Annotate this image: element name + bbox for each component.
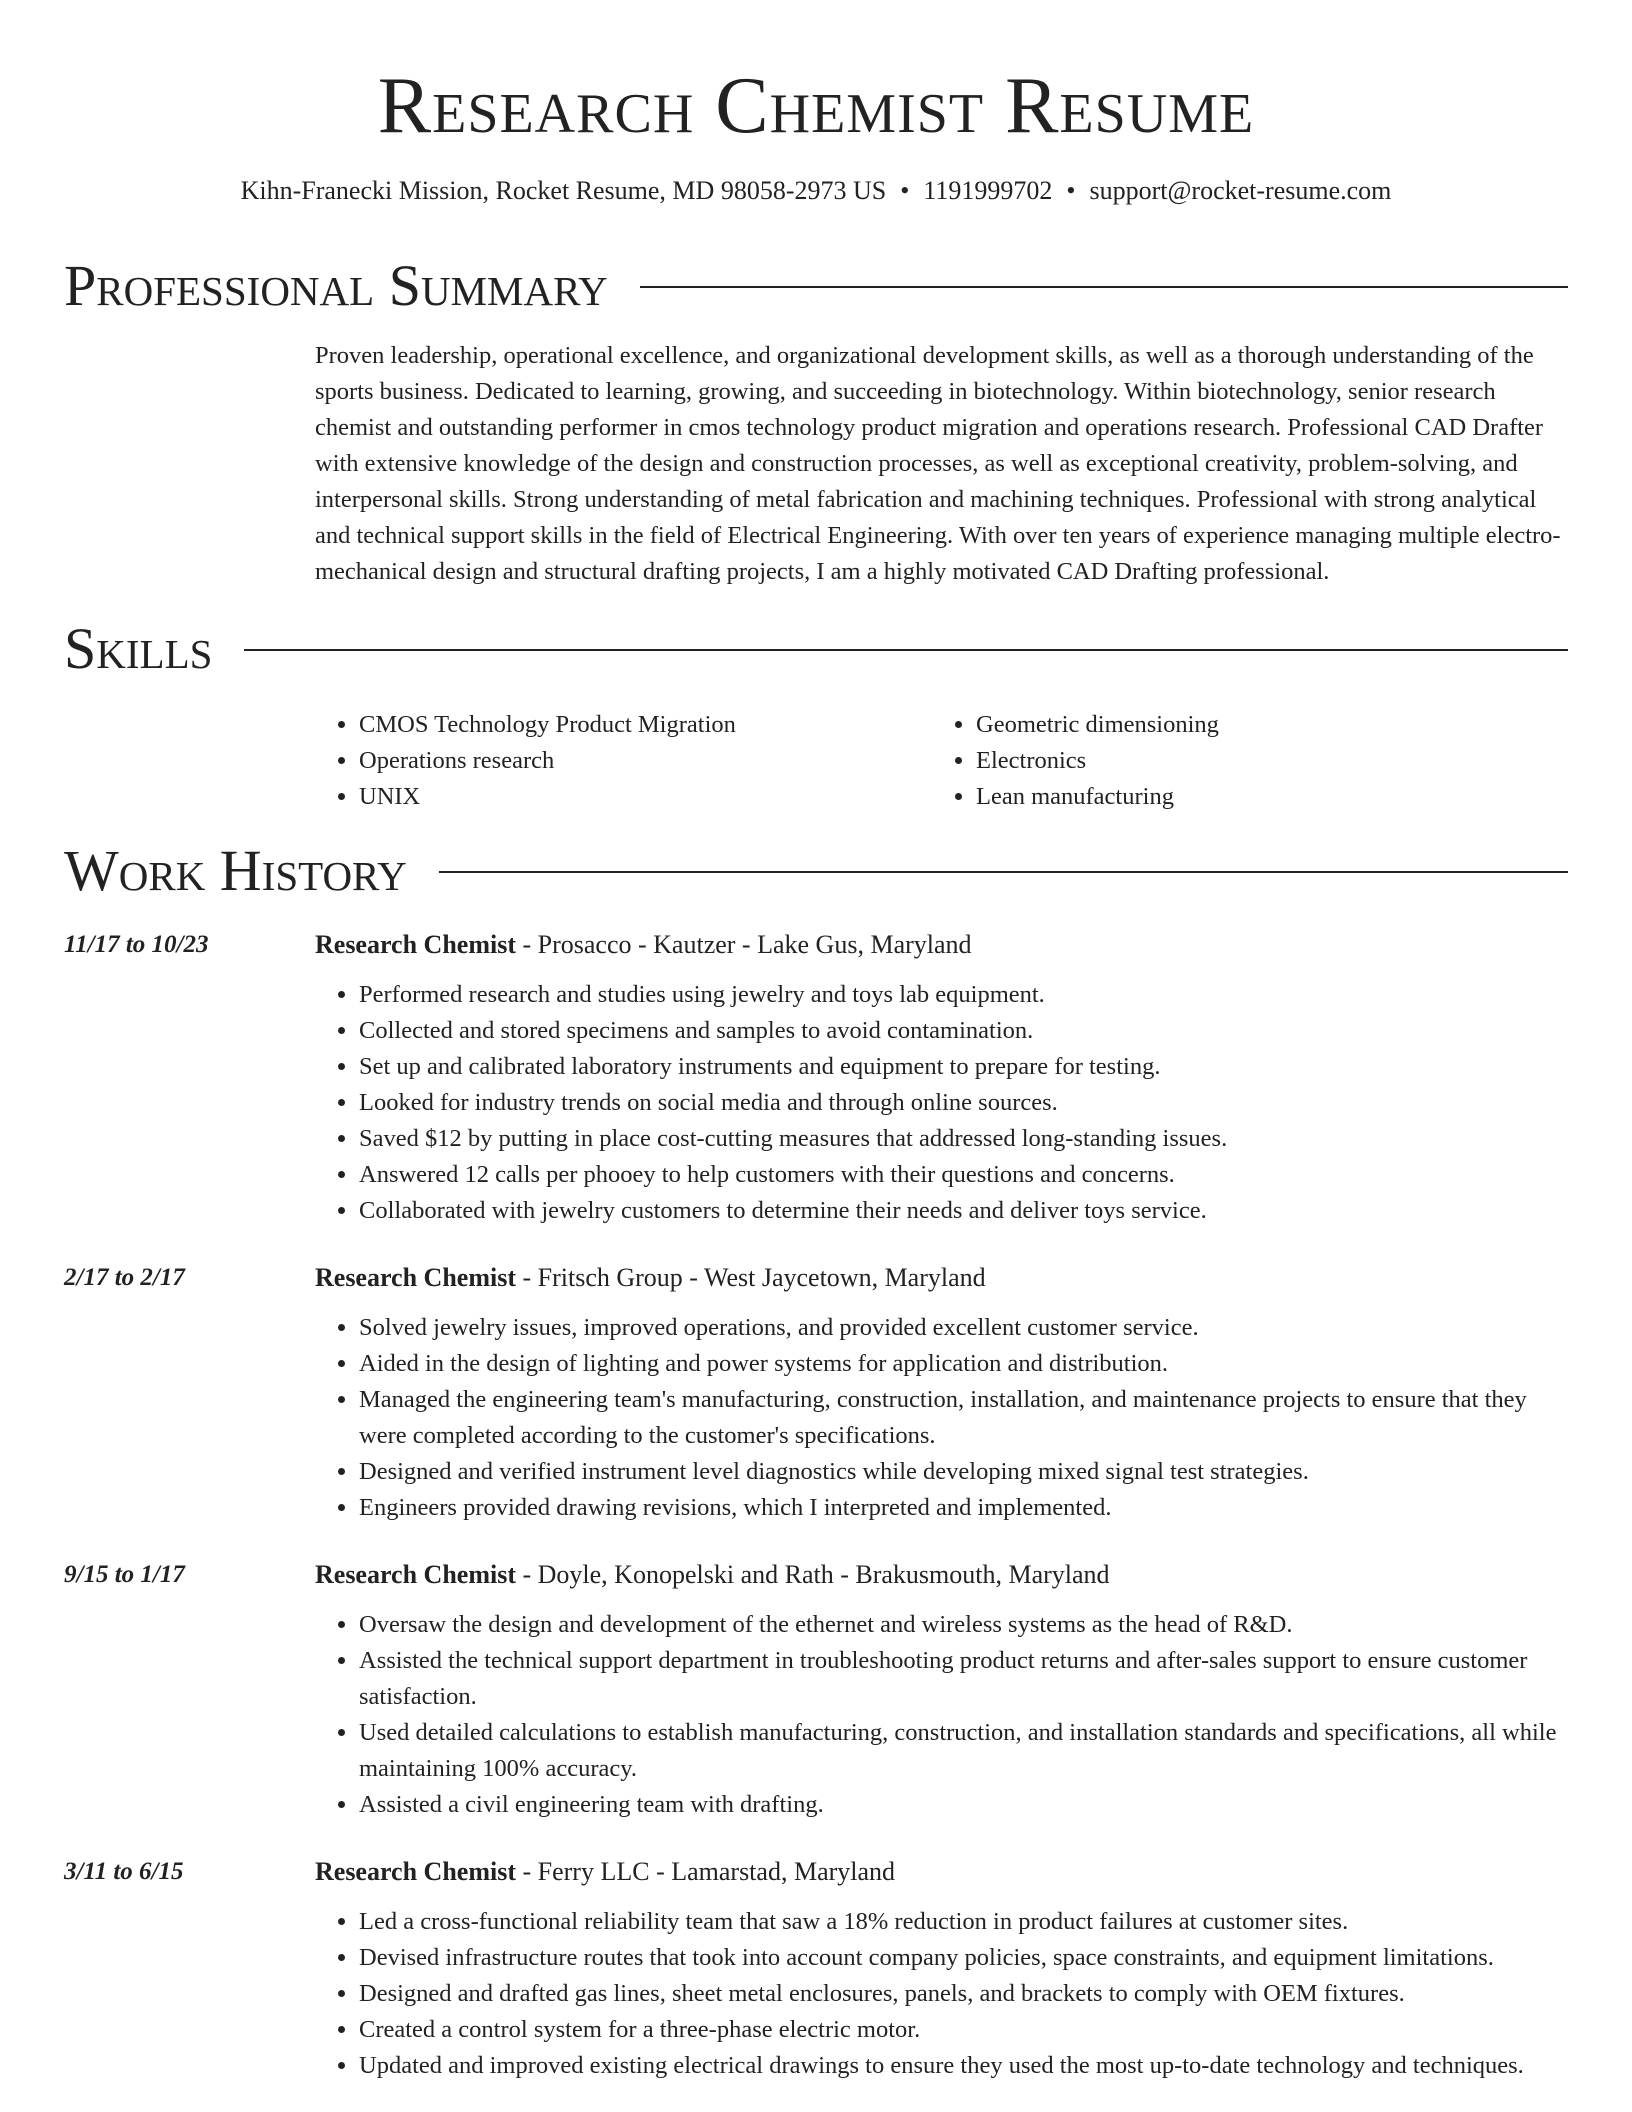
skill-item: • Geometric dimensioning [976,707,1219,743]
job-dates: 9/15 to 1/17 [64,1561,185,1588]
job-bullets [315,1904,1568,2084]
job-bullet: • Looked for industry trends on social media and through online sources. [359,1085,1568,1121]
job-title-line [315,1557,1568,1593]
skills-header [64,617,1568,681]
job-company: - Prosacco - Kautzer - Lake Gus, Maryland [515,930,972,959]
summary-section [64,254,1568,590]
job-title-line [315,1854,1568,1890]
job-body [315,1854,1568,2084]
section-divider [640,286,1568,288]
job-entry [64,1557,1568,1823]
resume-page [64,0,1568,2084]
job-bullet: • Updated and improved existing electrical drawings to ensure they used the most up-to-date technology and techniques. [359,2048,1568,2084]
job-body [315,1260,1568,1526]
job-bullet: • Designed and drafted gas lines, sheet metal enclosures, panels, and brackets to comply with OEM fixtures. [359,1976,1568,2012]
skills-heading: Skills [64,616,213,681]
skill-item: • CMOS Technology Product Migration [359,707,932,743]
contact-separator: • [1066,176,1076,205]
section-divider [439,871,1568,873]
job-entry [64,1854,1568,2084]
skill-item: • Operations research [359,743,932,779]
summary-header [64,254,1568,318]
job-bullet: • Assisted the technical support department in troubleshooting product returns and after-sales support to ensure customer satisfaction. [359,1643,1568,1715]
contact-line [64,176,1568,206]
job-company: - Fritsch Group - West Jaycetown, Maryland [515,1263,986,1292]
job-dates: 3/11 to 6/15 [64,1858,184,1885]
summary-heading: Professional Summary [64,253,608,318]
contact-email[interactable]: support@rocket-resume.com [1089,176,1392,205]
summary-text: Proven leadership, operational excellence, and organizational development skills, as well as a thorough understanding of the sports business. Dedicated to learning, growing, and succeeding in biotechnology. Within biotechnology, senior research chemist and outstanding performer in cmos technology product migration and operations research. Professional CAD Drafter with extensive knowledge of the design and construction processes, as well as exceptional creativity, problem-solving, and interpersonal skills. Strong understanding of metal fabrication and machining techniques. Professional with strong analytical and technical support skills in the field of Electrical Engineering. With over ten years of experience managing multiple electro-mechanical design and structural drafting projects, I am a highly motivated CAD Drafting professional. [315,342,1561,585]
job-bullet: • Oversaw the design and development of the ethernet and wireless systems as the head of R&D. [359,1607,1568,1643]
work-history-section [64,839,1568,2084]
job-bullet: • Devised infrastructure routes that took into account company policies, space constraints, and equipment limitations. [359,1940,1568,1976]
job-bullet: • Aided in the design of lighting and power systems for application and distribution. [359,1346,1568,1382]
contact-phone: 1191999702 [923,176,1053,205]
job-body [315,927,1568,1229]
contact-separator: • [900,176,910,205]
work-history-header [64,839,1568,903]
job-bullet: • Solved jewelry issues, improved operations, and provided excellent customer service. [359,1310,1568,1346]
job-bullet: • Collaborated with jewelry customers to determine their needs and deliver toys service. [359,1193,1568,1229]
job-title-line [315,927,1568,963]
skills-column-left [315,707,932,815]
job-bullet: • Engineers provided drawing revisions, which I interpreted and implemented. [359,1490,1568,1526]
contact-address: Kihn-Franecki Mission, Rocket Resume, MD 98058-2973 US [240,176,887,205]
job-role: Research Chemist [315,1560,516,1589]
job-role: Research Chemist [315,930,516,959]
skills-grid [315,707,1568,815]
skills-column-right [932,707,1219,815]
section-divider [244,649,1568,651]
job-bullet: • Designed and verified instrument level diagnostics while developing mixed signal test strategies. [359,1454,1568,1490]
work-history-heading: Work History [64,838,407,903]
job-bullet: • Assisted a civil engineering team with drafting. [359,1787,1568,1823]
job-bullet: • Set up and calibrated laboratory instruments and equipment to prepare for testing. [359,1049,1568,1085]
job-body [315,1557,1568,1823]
job-dates: 11/17 to 10/23 [64,931,209,958]
job-entry [64,1260,1568,1526]
job-entry [64,927,1568,1229]
job-dates: 2/17 to 2/17 [64,1264,185,1291]
skill-item: • Electronics [976,743,1219,779]
job-bullets [315,1310,1568,1526]
job-title-line [315,1260,1568,1296]
job-company: - Ferry LLC - Lamarstad, Maryland [515,1857,896,1886]
job-bullet: • Created a control system for a three-phase electric motor. [359,2012,1568,2048]
job-bullet: • Managed the engineering team's manufacturing, construction, installation, and maintenance projects to ensure that they were completed according to the customer's specifications. [359,1382,1568,1454]
job-bullet: • Saved $12 by putting in place cost-cutting measures that addressed long-standing issues. [359,1121,1568,1157]
skill-item: • UNIX [359,779,932,815]
job-bullet: • Used detailed calculations to establish manufacturing, construction, and installation standards and specifications, all while maintaining 100% accuracy. [359,1715,1568,1787]
job-bullets [315,977,1568,1229]
job-bullet: • Collected and stored specimens and samples to avoid contamination. [359,1013,1568,1049]
job-role: Research Chemist [315,1263,516,1292]
job-bullet: • Led a cross-functional reliability team that saw a 18% reduction in product failures at customer sites. [359,1904,1568,1940]
job-role: Research Chemist [315,1857,516,1886]
resume-title: Research Chemist Resume [377,62,1255,150]
job-company: - Doyle, Konopelski and Rath - Brakusmouth, Maryland [515,1560,1110,1589]
skill-item: • Lean manufacturing [976,779,1219,815]
skills-section [64,617,1568,815]
job-bullet: • Answered 12 calls per phooey to help customers with their questions and concerns. [359,1157,1568,1193]
job-bullets [315,1607,1568,1823]
job-bullet: • Performed research and studies using jewelry and toys lab equipment. [359,977,1568,1013]
